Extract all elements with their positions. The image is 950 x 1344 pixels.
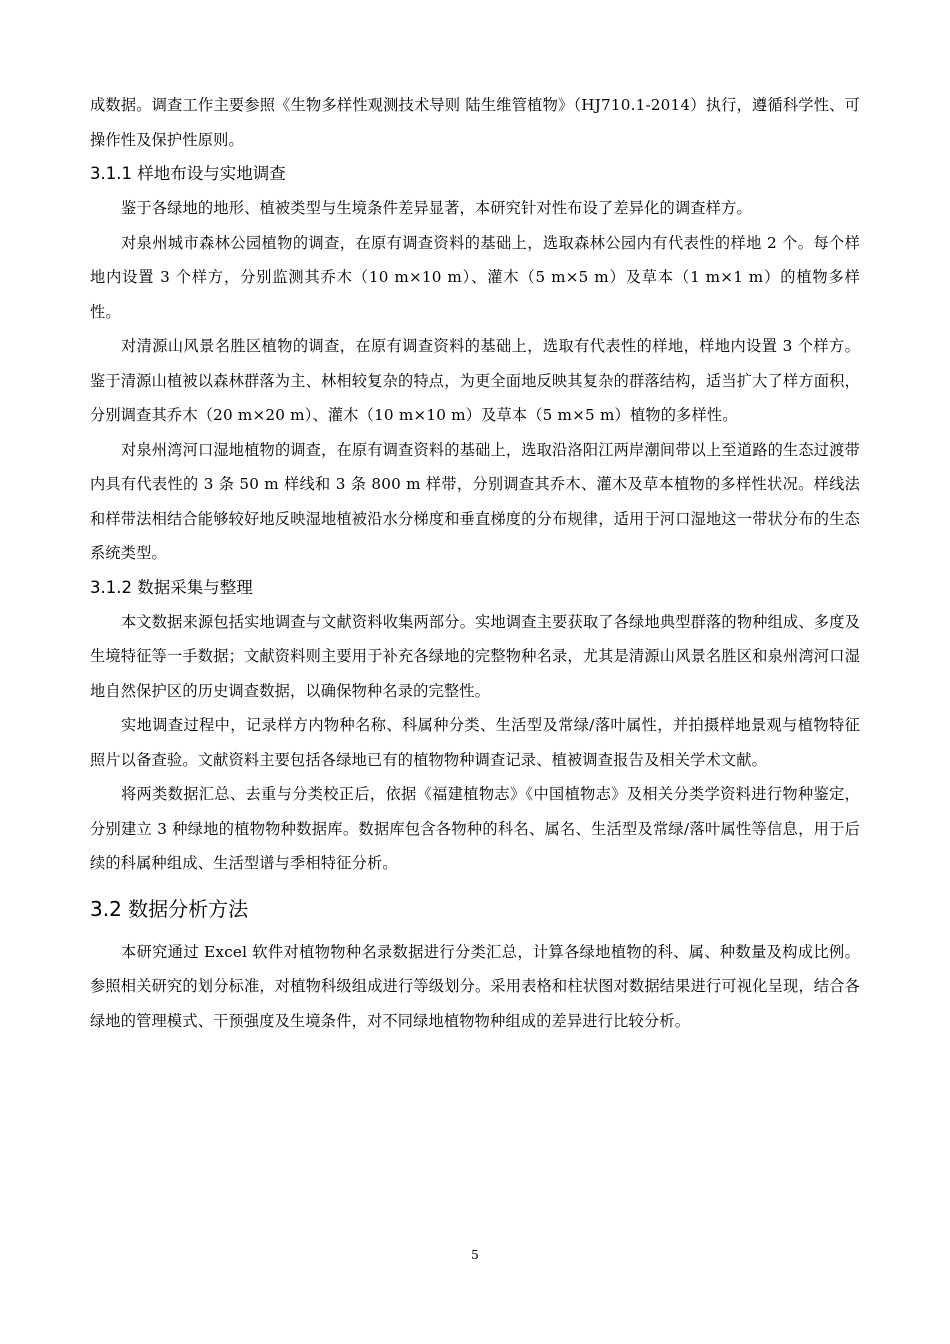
paragraph-3-1-1-a: 鉴于各绿地的地形、植被类型与生境条件差异显著，本研究针对性布设了差异化的调查样方。 — [121, 199, 752, 217]
heading-3-1-1: 3.1.1 样地布设与实地调查 — [90, 164, 286, 183]
page-content — [90, 88, 860, 1038]
paragraph-3-1-1-c: 对清源山风景名胜区植物的调查，在原有调查资料的基础上，选取有代表性的样地，样地内设置 3 个样方。鉴于清源山植被以森林群落为主、林相较复杂的特点，为更全面地反映其复杂的群落结构，适当扩大了样方面积，分别调查其乔木（20 m×20 m）、灌木（10 m×10 m）及草本（5 m×5 m）植物的多样性。 — [90, 337, 860, 424]
paragraph-3-1-2-b: 实地调查过程中，记录样方内物种名称、科属种分类、生活型及常绿/落叶属性，并拍摄样地景观与植物特征照片以备查验。文献资料主要包括各绿地已有的植物物种调查记录、植被调查报告及相关学术文献。 — [90, 716, 860, 769]
paragraph-3-1-1-b: 对泉州城市森林公园植物的调查，在原有调查资料的基础上，选取森林公园内有代表性的样地 2 个。每个样地内设置 3 个样方，分别监测其乔木（10 m×10 m）、灌木（5 m×5 m）及草本（1 m×1 m）的植物多样性。 — [90, 233, 860, 321]
heading-3-2: 3.2 数据分析方法 — [90, 896, 249, 921]
paragraph-3-2-a: 本研究通过 Excel 软件对植物物种名录数据进行分类汇总，计算各绿地植物的科、属、种数量及构成比例。参照相关研究的划分标准，对植物科级组成进行等级划分。采用表格和柱状图对数据结果进行可视化呈现，结合各绿地的管理模式、干预强度及生境条件，对不同绿地植物物种组成的差异进行比较分析。 — [90, 942, 860, 1030]
heading-3-1-2: 3.1.2 数据采集与整理 — [90, 577, 253, 597]
intro-paragraph: 成数据。调查工作主要参照《生物多样性观测技术导则 陆生维管植物》（HJ710.1-2014）执行，遵循科学性、可操作性及保护性原则。 — [90, 96, 860, 149]
page-number: 5 — [471, 1248, 479, 1262]
paragraph-3-1-2-c: 将两类数据汇总、去重与分类校正后，依据《福建植物志》《中国植物志》及相关分类学资料进行物种鉴定，分别建立 3 种绿地的植物物种数据库。数据库包含各物种的科名、属名、生活型及常绿/落叶属性等信息，用于后续的科属种组成、生活型谱与季相特征分析。 — [90, 785, 860, 872]
paragraph-3-1-1-d: 对泉州湾河口湿地植物的调查，在原有调查资料的基础上，选取沿洛阳江两岸潮间带以上至道路的生态过渡带内具有代表性的 3 条 50 m 样线和 3 条 800 m 样带，分别调查其乔木、灌木及草本植物的多样性状况。样线法和样带法相结合能够较好地反映湿地植被沿水分梯度和垂直梯度的分布规律，适用于河口湿地这一带状分布的生态系统类型。 — [90, 440, 860, 562]
paragraph-3-1-2-a: 本文数据来源包括实地调查与文献资料收集两部分。实地调查主要获取了各绿地典型群落的物种组成、多度及生境特征等一手数据；文献资料则主要用于补充各绿地的完整物种名录，尤其是清源山风景名胜区和泉州湾河口湿地自然保护区的历史调查数据，以确保物种名录的完整性。 — [90, 612, 860, 700]
